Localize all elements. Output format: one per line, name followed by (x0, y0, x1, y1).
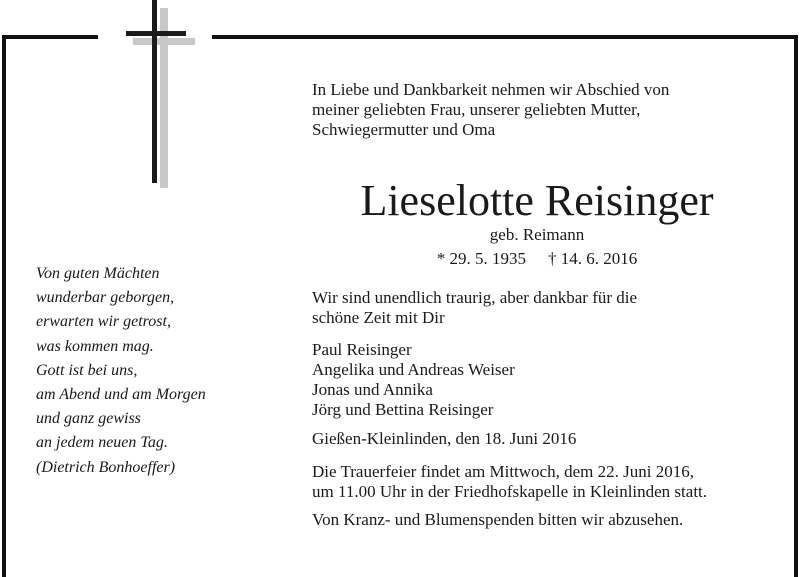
service-line: um 11.00 Uhr in der Friedhofskapelle in Kleinlinden statt. (312, 482, 708, 501)
poem-line: an jedem neuen Tag. (36, 434, 168, 452)
sadness-text (312, 288, 637, 328)
place-date: Gießen-Kleinlinden, den 18. Juni 2016 (312, 429, 577, 448)
poem-line: wunderbar geborgen, (36, 289, 175, 307)
life-dates (312, 249, 762, 269)
cross-shadow-horizontal (133, 38, 195, 45)
birth-date: * 29. 5. 1935 (436, 249, 526, 268)
poem-line: Gott ist bei uns, (36, 361, 138, 379)
cross-bar-vertical (152, 0, 157, 183)
poem-author: (Dietrich Bonhoeffer) (36, 458, 176, 476)
death-date: † 14. 6. 2016 (548, 249, 638, 268)
service-line: Die Trauerfeier findet am Mittwoch, dem 22. Juni 2016, (312, 462, 694, 481)
poem-line: am Abend und am Morgen (36, 386, 206, 404)
poem-line: und ganz gewiss (36, 410, 141, 428)
poem-line: Von guten Mächten (36, 265, 160, 282)
family-member: Jörg und Bettina Reisinger (312, 400, 494, 419)
poem-line: erwarten wir getrost, (36, 313, 171, 331)
poem (36, 262, 206, 480)
frame-top-right-border (212, 35, 798, 39)
deceased-name: Lieselotte Reisinger (360, 176, 714, 225)
cross-shadow-vertical (160, 8, 168, 188)
family-member: Paul Reisinger (312, 340, 412, 359)
sadness-line: schöne Zeit mit Dir (312, 308, 445, 327)
intro-line: In Liebe und Dankbarkeit nehmen wir Abschied von (312, 80, 670, 99)
family-member: Jonas und Annika (312, 380, 433, 399)
frame-top-left-border (2, 35, 98, 39)
poem-line: was kommen mag. (36, 337, 154, 355)
sadness-line: Wir sind unendlich traurig, aber dankbar für die (312, 288, 638, 307)
family-list (312, 340, 515, 420)
intro-line: Schwiegermutter und Oma (312, 120, 496, 139)
cross-bar-horizontal (126, 31, 186, 36)
intro-line: meiner geliebten Frau, unserer geliebten Mutter, (312, 100, 641, 119)
maiden-name: geb. Reimann (489, 225, 585, 244)
frame-left-border (2, 35, 6, 577)
family-member: Angelika und Andreas Weiser (312, 360, 515, 379)
flowers-note: Von Kranz- und Blumenspenden bitten wir abzusehen. (312, 510, 684, 529)
intro-text (312, 80, 669, 140)
funeral-service-info (312, 462, 707, 502)
frame-right-border (794, 35, 798, 577)
